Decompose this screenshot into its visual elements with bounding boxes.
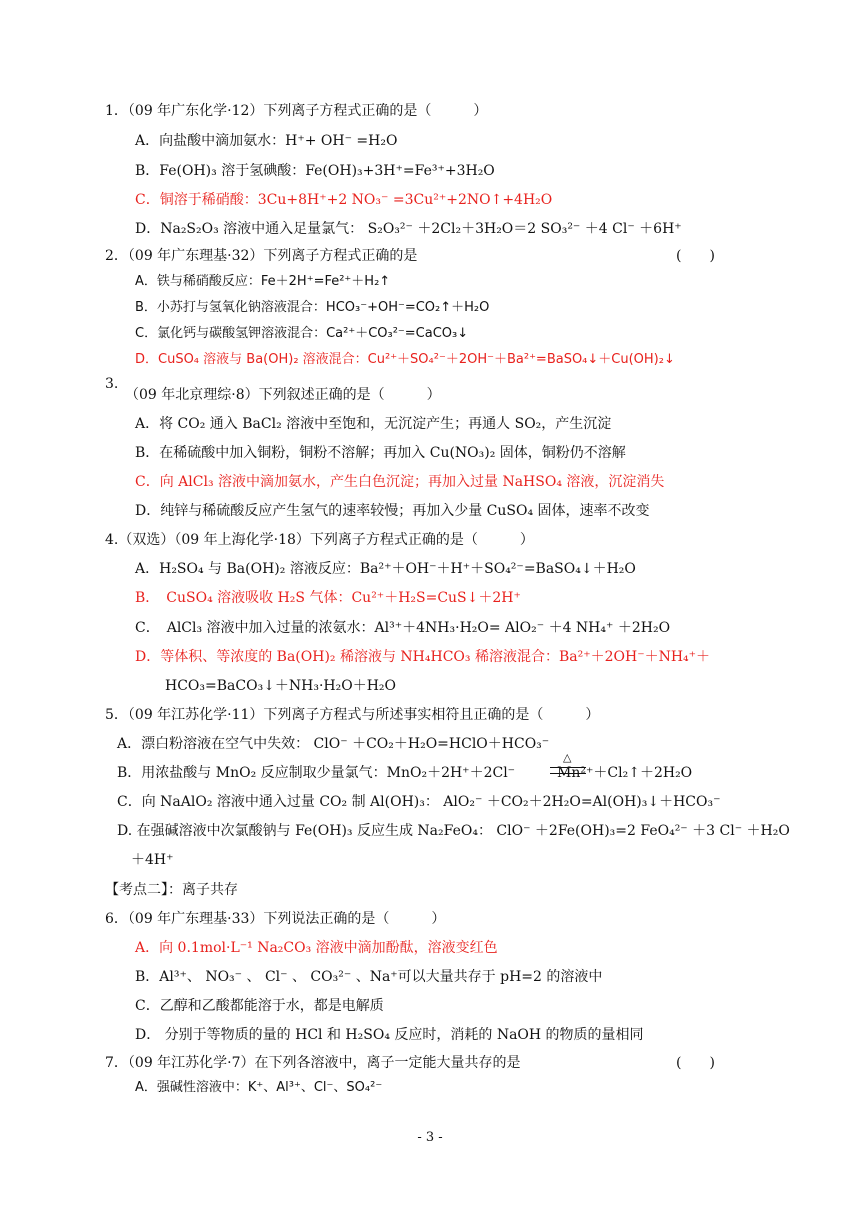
text-line-q5: 5．（09 年江苏化学·11）下列离子方程式与所述事实相符且正确的是（ ） [105, 707, 600, 723]
text-line-q6c: C．乙醇和乙酸都能溶于水，都是电解质 [135, 998, 384, 1014]
text-line-q2a: A．铁与稀硝酸反应：Fe＋2H⁺=Fe²⁺＋H₂↑ [135, 274, 391, 289]
text-line-q4d2: HCO₃=BaCO₃↓＋NH₃·H₂O＋H₂O [165, 678, 397, 694]
text-line-q1a: A．向盐酸中滴加氨水：H⁺+ OH⁻ =H₂O [135, 133, 398, 149]
text-line-q4b: B． CuSO₄ 溶液吸收 H₂S 气体：Cu²⁺＋H₂S=CuS↓＋2H⁺ [135, 590, 521, 606]
text-line-q2d: D．CuSO₄ 溶液与 Ba(OH)₂ 溶液混合：Cu²⁺＋SO₄²⁻＋2OH⁻＋Ba²⁺=BaSO₄↓＋Cu(OH)₂↓ [135, 352, 675, 367]
text-line-q4a: A．H₂SO₄ 与 Ba(OH)₂ 溶液反应：Ba²⁺＋OH⁻＋H⁺＋SO₄²⁻=BaSO₄↓＋H₂O [135, 561, 636, 577]
text-line-k2: 【考点二】：离子共存 [105, 882, 238, 898]
text-line-q3b: B．在稀硫酸中加入铜粉，铜粉不溶解；再加入 Cu(NO₃)₂ 固体，铜粉仍不溶解 [135, 445, 626, 461]
text-line-q6b: B．Al³⁺、 NO₃⁻ 、 Cl⁻ 、 CO₃²⁻ 、Na⁺可以大量共存于 pH=2 的溶液中 [135, 969, 603, 985]
text-line-q2c: C．氯化钙与碳酸氢钾溶液混合：Ca²⁺＋CO₃²⁻=CaCO₃↓ [135, 326, 469, 341]
text-line-q5b: B．用浓盐酸与 MnO₂ 反应制取少量氯气：MnO₂＋2H⁺＋2Cl⁻ Mn²⁺＋Cl₂↑＋2H₂O [117, 765, 693, 781]
answer-paren-q2-paren: ( ) [676, 248, 715, 264]
heat-condition-symbol: △ [563, 751, 572, 764]
equals-sign-bar [550, 767, 586, 774]
text-line-q5c: C．向 NaAlO₂ 溶液中通入过量 CO₂ 制 Al(OH)₃： AlO₂⁻ ＋CO₂＋2H₂O=Al(OH)₃↓＋HCO₃⁻ [117, 794, 721, 810]
text-line-q1: 1．（09 年广东化学·12）下列离子方程式正确的是（ ） [105, 103, 488, 119]
text-line-q5a: A．漂白粉溶液在空气中失效： ClO⁻ ＋CO₂＋H₂O=HClO＋HCO₃⁻ [117, 736, 550, 752]
text-line-q3d: D．纯锌与稀硫酸反应产生氢气的速率较慢；再加入少量 CuSO₄ 固体，速率不改变 [135, 503, 650, 519]
text-line-q1d: D．Na₂S₂O₃ 溶液中通入足量氯气： S₂O₃²⁻ ＋2Cl₂＋3H₂O＝2 SO₃²⁻ ＋4 Cl⁻ ＋6H⁺ [135, 221, 682, 237]
text-line-q6a: A．向 0.1mol·L⁻¹ Na₂CO₃ 溶液中滴加酚酞，溶液变红色 [135, 940, 498, 956]
text-line-q7: 7．（09 年江苏化学·7）在下列各溶液中，离子一定能大量共存的是 [105, 1055, 521, 1071]
text-line-q2b: B．小苏打与氢氧化钠溶液混合：HCO₃⁻+OH⁻=CO₂↑＋H₂O [135, 300, 490, 315]
text-line-q5d2: ＋4H⁺ [131, 852, 174, 868]
text-line-q3: 3. [105, 376, 119, 392]
text-line-q6d: D． 分别于等物质的量的 HCl 和 H₂SO₄ 反应时，消耗的 NaOH 的物质的量相同 [135, 1027, 644, 1043]
answer-paren-q7-paren: ( ) [676, 1055, 715, 1071]
text-line-q3t: （09 年北京理综·8）下列叙述正确的是（ ） [125, 387, 441, 403]
text-line-q4d: D．等体积、等浓度的 Ba(OH)₂ 稀溶液与 NH₄HCO₃ 稀溶液混合：Ba²⁺＋2OH⁻＋NH₄⁺＋ [135, 649, 711, 665]
text-line-q4: 4.（双选）（09 年上海化学·18）下列离子方程式正确的是（ ） [105, 532, 534, 548]
text-line-q3c: C．向 AlCl₃ 溶液中滴加氨水，产生白色沉淀；再加入过量 NaHSO₄ 溶液，沉淀消失 [135, 474, 665, 490]
text-line-q5d: D. 在强碱溶液中次氯酸钠与 Fe(OH)₃ 反应生成 Na₂FeO₄： ClO⁻ ＋2Fe(OH)₃=2 FeO₄²⁻ ＋3 Cl⁻ ＋H₂O [117, 823, 790, 839]
text-line-q1c: C．铜溶于稀硝酸：3Cu+8H⁺+2 NO₃⁻ =3Cu²⁺+2NO↑+4H₂O [135, 192, 553, 208]
text-line-q4c: C． AlCl₃ 溶液中加入过量的浓氨水：Al³⁺＋4NH₃·H₂O= AlO₂⁻ ＋4 NH₄⁺ ＋2H₂O [135, 620, 671, 636]
text-line-q6: 6．（09 年广东理基·33）下列说法正确的是（ ） [105, 911, 446, 927]
text-line-q2: 2．（09 年广东理基·32）下列离子方程式正确的是 [105, 248, 418, 264]
text-line-q7a: A．强碱性溶液中：K⁺、Al³⁺、Cl⁻、SO₄²⁻ [135, 1080, 383, 1095]
text-line-q3a: A．将 CO₂ 通入 BaCl₂ 溶液中至饱和，无沉淀产生；再通人 SO₂，产生沉淀 [135, 416, 612, 432]
page-number: - 3 - [417, 1130, 443, 1145]
text-line-q1b: B．Fe(OH)₃ 溶于氢碘酸：Fe(OH)₃+3H⁺=Fe³⁺+3H₂O [135, 163, 495, 179]
